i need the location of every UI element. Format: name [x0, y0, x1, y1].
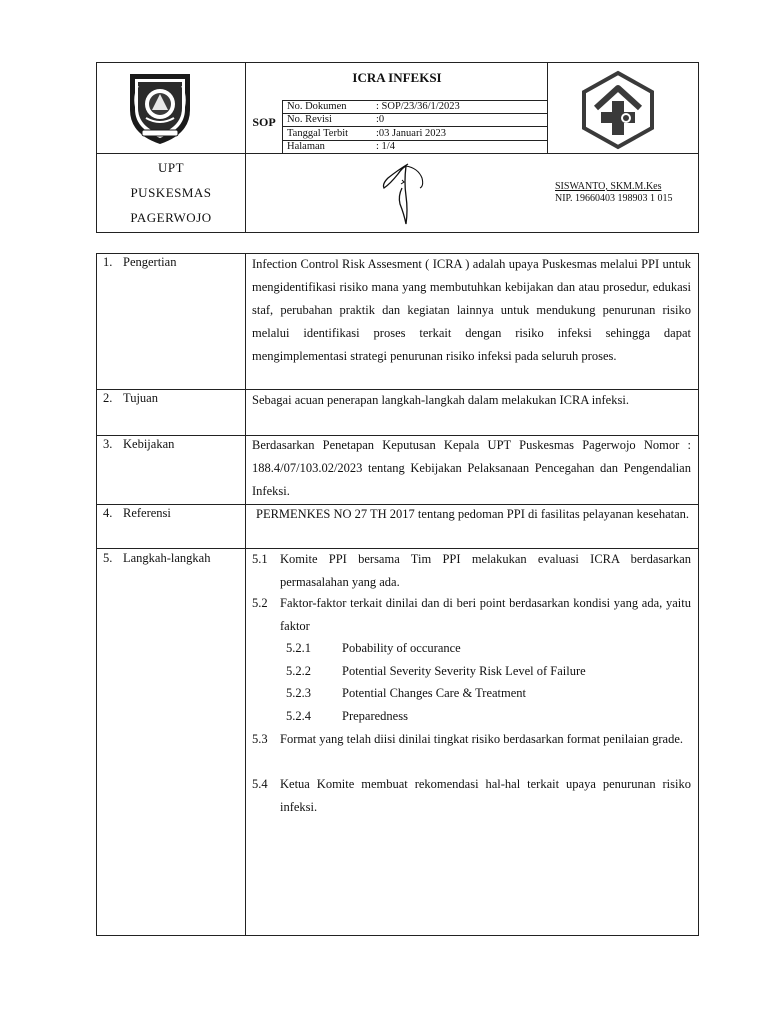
step-item — [252, 592, 691, 638]
section-label — [103, 437, 174, 452]
section-number: 2. — [103, 391, 113, 405]
step-text: Komite PPI bersama Tim PPI melakukan evaluasi ICRA berdasarkan permasalahan yang ada. — [280, 552, 691, 589]
meta-row-document-number — [283, 100, 547, 113]
meta-row-revision — [283, 113, 547, 126]
meta-key: Tanggal Terbit — [287, 128, 349, 139]
substep-item — [286, 709, 408, 724]
meta-value: :0 — [376, 114, 385, 125]
header-divider — [96, 153, 699, 154]
organization-name — [97, 155, 245, 230]
section-text: Infection Control Risk Assesment ( ICRA ) adalah upaya Puskesmas melalui PPI untuk mengidentifikasi risiko mana yang membutuhkan kebijakan dan atau prosedur, edukasi staf, perubahan praktik dan kegiatan lainnya untuk mendukung penurunan risiko melalui identifikasi proses terkait dengan risiko infeksi sehingga dapat mengimplementasi strategi penurunan risiko infeksi pada seluruh proses. — [252, 257, 691, 363]
substep-text: Potential Severity Severity Risk Level of Failure — [342, 664, 586, 678]
step-item — [252, 773, 691, 819]
section-label — [103, 391, 158, 406]
header-divider — [547, 62, 548, 153]
signer-block — [555, 181, 673, 205]
meta-value: :03 Januari 2023 — [376, 128, 446, 139]
meta-row-page — [283, 140, 547, 153]
puskesmas-logo-icon — [578, 70, 658, 150]
meta-value: : SOP/23/36/1/2023 — [376, 101, 460, 112]
section-title: Kebijakan — [123, 437, 175, 451]
section-number: 4. — [103, 506, 113, 520]
meta-key: No. Dokumen — [287, 101, 347, 112]
org-line: UPT — [157, 160, 185, 175]
step-text: Faktor-faktor terkait dinilai dan di beri point berdasarkan kondisi yang ada, yaitu faktor — [280, 596, 691, 633]
section-title: Pengertian — [123, 255, 177, 269]
substep-number: 5.2.1 — [286, 641, 311, 655]
meta-key: Halaman — [287, 141, 325, 152]
step-number: 5.1 — [252, 552, 268, 566]
step-number: 5.4 — [252, 777, 268, 791]
regency-crest-icon — [124, 70, 196, 146]
meta-value: : 1/4 — [376, 141, 395, 152]
section-text: Sebagai acuan penerapan langkah-langkah dalam melakukan ICRA infeksi. — [252, 393, 629, 407]
step-item — [252, 728, 691, 774]
meta-key: No. Revisi — [287, 114, 332, 125]
substep-number: 5.2.2 — [286, 664, 311, 678]
header-divider — [245, 62, 246, 233]
step-number: 5.3 — [252, 732, 268, 746]
substep-item — [286, 641, 461, 656]
meta-row-issue-date — [283, 127, 547, 140]
section-label — [103, 551, 210, 566]
step-text: Ketua Komite membuat rekomendasi hal-hal terkait upaya penurunan risiko infeksi. — [280, 777, 691, 814]
substep-item — [286, 664, 586, 679]
step-text: Format yang telah diisi dinilai tingkat risiko berdasarkan format penilaian grade. — [280, 732, 684, 746]
step-number: 5.2 — [252, 596, 268, 610]
org-line: PUSKESMAS — [130, 185, 212, 200]
section-number: 5. — [103, 551, 113, 565]
section-title: Langkah-langkah — [123, 551, 211, 565]
substep-item — [286, 686, 526, 701]
section-text: PERMENKES NO 27 TH 2017 tentang pedoman PPI di fasilitas pelayanan kesehatan. — [256, 507, 690, 521]
substep-text: Potential Changes Care & Treatment — [342, 686, 527, 700]
signer-nip: NIP. 19660403 198903 1 015 — [555, 193, 673, 204]
step-item — [252, 548, 691, 594]
section-text: Berdasarkan Penetapan Keputusan Kepala UPT Puskesmas Pagerwojo Nomor : 188.4/07/103.02/2023 tentang Kebijakan Pelaksanaan Pencegahan dan Pengendalian Infeksi. — [252, 438, 691, 498]
handwritten-signature-icon — [376, 158, 436, 230]
section-label — [103, 255, 176, 270]
section-number: 3. — [103, 437, 113, 451]
column-divider — [245, 253, 246, 936]
section-title: Referensi — [123, 506, 171, 520]
section-label — [103, 506, 171, 521]
signer-name: SISWANTO, SKM.M.Kes — [555, 181, 662, 192]
org-line: PAGERWOJO — [130, 210, 212, 225]
document-title: ICRA INFEKSI — [352, 70, 442, 85]
sop-label: SOP — [252, 115, 276, 129]
section-number: 1. — [103, 255, 113, 269]
substep-number: 5.2.4 — [286, 709, 311, 723]
substep-text: Preparedness — [342, 709, 408, 723]
substep-number: 5.2.3 — [286, 686, 311, 700]
substep-text: Pobability of occurance — [342, 641, 461, 655]
section-title: Tujuan — [123, 391, 158, 405]
